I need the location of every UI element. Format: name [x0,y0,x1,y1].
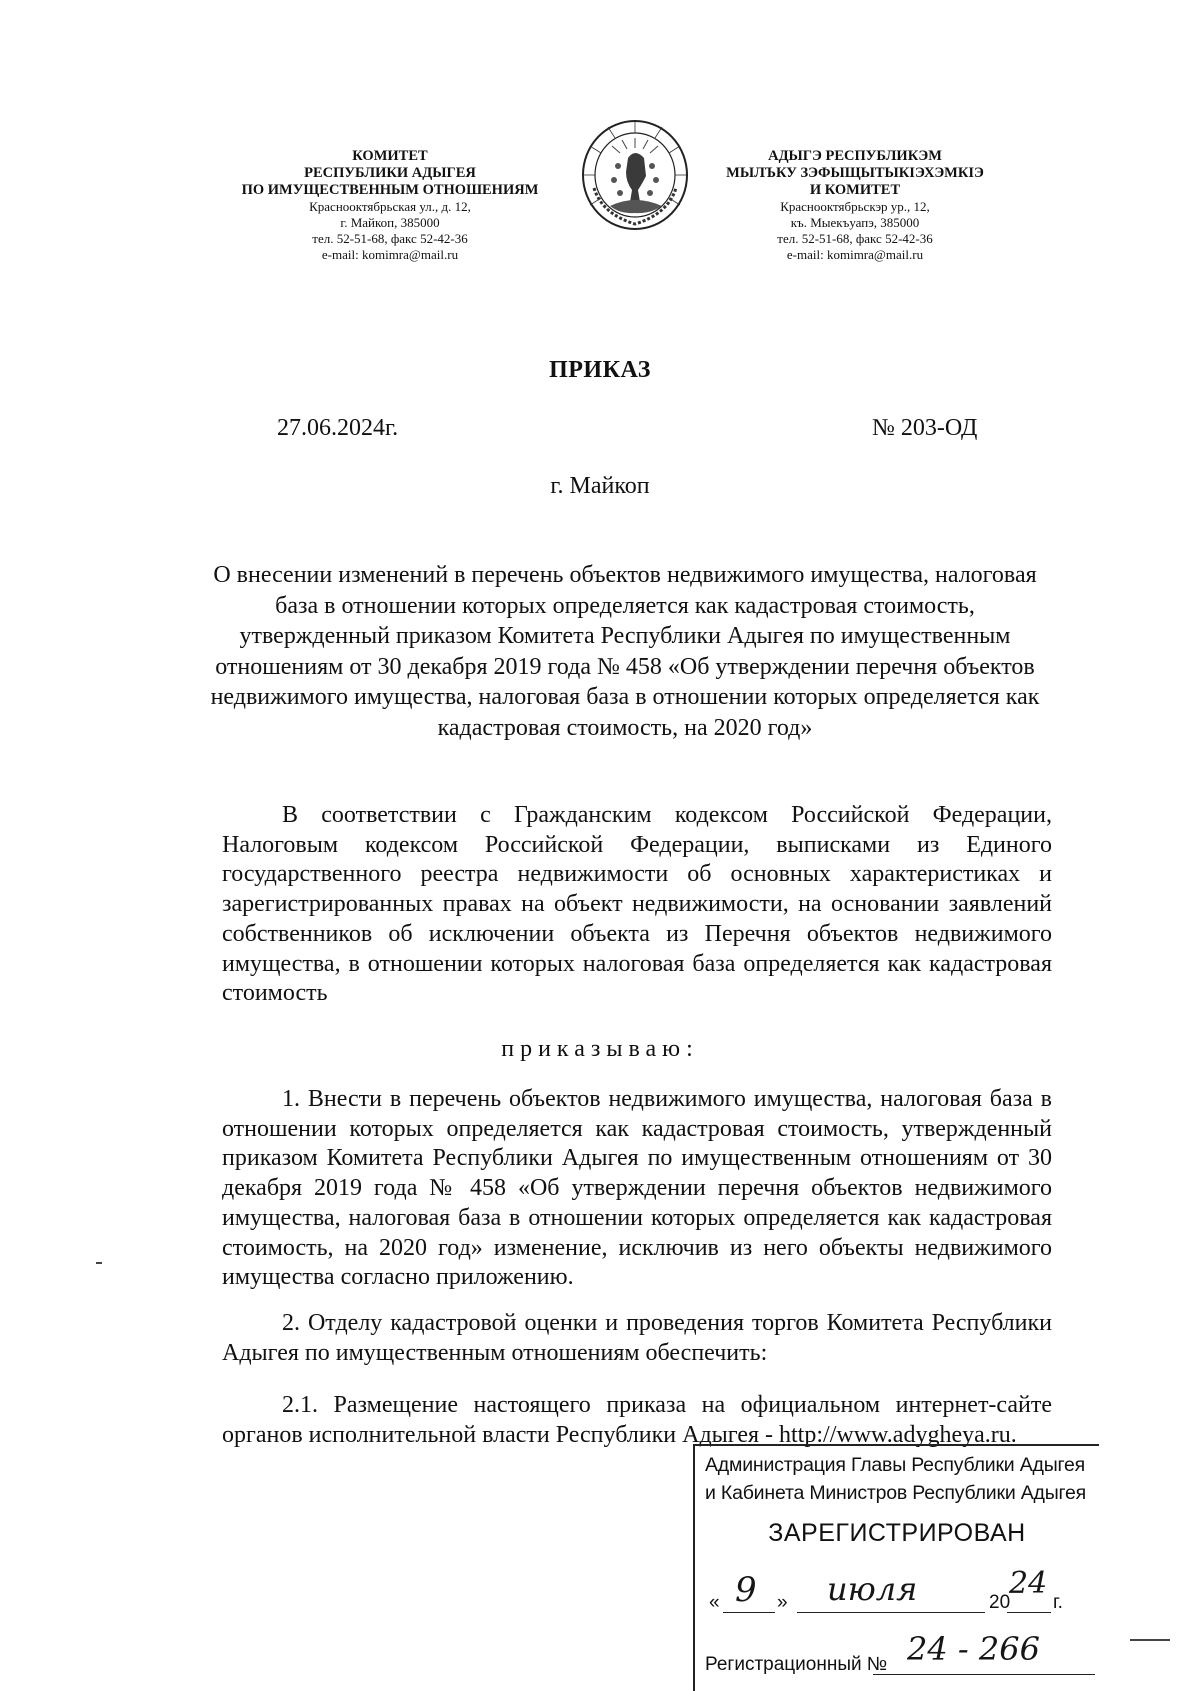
stamp-date-row [705,1566,1095,1616]
stamp-year-letter: г. [1053,1592,1063,1613]
header-left-address2: г. Майкоп, 385000 [340,215,440,230]
stamp-year-suffix: 24 [1009,1566,1048,1601]
coat-of-arms-icon [580,118,690,232]
header-right [705,148,1005,263]
stamp-reg-underline [873,1674,1095,1675]
header-right-address2: къ. Мыекъуапэ, 385000 [790,215,920,230]
stamp-day-underline [723,1612,775,1613]
stamp-month-underline [797,1612,985,1613]
stamp-quote-open: « [709,1592,720,1613]
header-right-address1: Краснооктябрьскэр ур., 12, [780,199,930,214]
header-right-email: e-mail: komimra@mail.ru [786,247,924,262]
document-title: ПРИКАЗ [549,357,651,383]
margin-dash-right [1130,1639,1170,1641]
header-right-line2: МЫЛЪКУ ЗЭФЫЩЫТЫКІЭХЭМКІЭ [726,165,984,181]
stamp-org-line2: и Кабинета Министров Республики Адыгея [705,1482,1087,1504]
stamp-reg-number: 24 - 266 [907,1630,1040,1668]
item-1-paragraph: 1. Внести в перечень объектов недвижимого имущества, налоговая база в отношении которых определяется как кадастровая стоимость, утвержденный приказом Комитета Республики Адыгея по имущественным отношениям от 30 декабря 2019 года № 458 «Об утверждении перечня объектов недвижимого имущества, налоговая база в отношении которых определяется как кадастровая стоимость, на 2020 год» изменение, исключив из него объекты недвижимого имущества согласно приложению. [222,1086,1052,1291]
document-number: № 203-ОД [872,415,978,441]
header-left [205,148,575,263]
stamp-org-line1: Администрация Главы Республики Адыгея [705,1454,1086,1476]
stamp-year-prefix: 20 [989,1592,1011,1613]
stamp-day: 9 [735,1570,757,1610]
stamp-reg-label: Регистрационный № [705,1654,888,1675]
document-date: 27.06.2024г. [277,415,399,441]
stamp-status: ЗАРЕГИСТРИРОВАН [768,1519,1026,1547]
item-2-paragraph: 2. Отделу кадастровой оценки и проведения торгов Комитета Республики Адыгея по имущественным отношениям обеспечить: [222,1310,1052,1366]
order-word: приказываю: [501,1036,699,1062]
registration-stamp [693,1444,1099,1691]
header-left-email: e-mail: komimra@mail.ru [321,247,459,262]
header-left-line1: КОМИТЕТ [352,148,428,164]
preamble-paragraph: В соответствии с Гражданским кодексом Российской Федерации, Налоговым кодексом Российской Федерации, выписками из Единого государственного реестра недвижимости об основных характеристиках и зарегистрированных правах на объект недвижимости, на основании заявлений собственников об исключении объекта из Перечня объектов недвижимого имущества, в отношении которых налоговая база определяется как кадастровая стоимость [222,802,1052,1007]
stamp-month: июля [827,1570,918,1608]
header-left-line3: ПО ИМУЩЕСТВЕННЫМ ОТНОШЕНИЯМ [241,182,539,198]
document-subject: О внесении изменений в перечень объектов недвижимого имущества, налоговая база в отношении которых определяется как кадастровая стоимость, утвержденный приказом Комитета Республики Адыгея по имущественным отношениям от 30 декабря 2019 года № 458 «Об утверждении перечня объектов недвижимого имущества, налоговая база в отношении которых определяется как кадастровая стоимость, на 2020 год» [210,562,1040,741]
margin-dash-left [96,1262,102,1264]
stamp-quote-close: » [777,1592,788,1613]
document-city: г. Майкоп [550,473,650,499]
header-left-address1: Краснооктябрьская ул., д. 12, [309,199,471,214]
header-left-line2: РЕСПУБЛИКИ АДЫГЕЯ [304,165,476,181]
header-left-phone: тел. 52-51-68, факс 52-42-36 [312,231,468,246]
item-2-1-paragraph: 2.1. Размещение настоящего приказа на официальном интернет-сайте органов исполнительной власти Республики Адыгея - http://www.adygheya.ru. [222,1392,1052,1448]
header-right-line3: И КОМИТЕТ [809,182,901,198]
stamp-year-underline [1007,1612,1051,1613]
stamp-registration-row [705,1630,1095,1680]
header-right-line1: АДЫГЭ РЕСПУБЛИКЭМ [768,148,942,164]
header-right-phone: тел. 52-51-68, факс 52-42-36 [777,231,933,246]
